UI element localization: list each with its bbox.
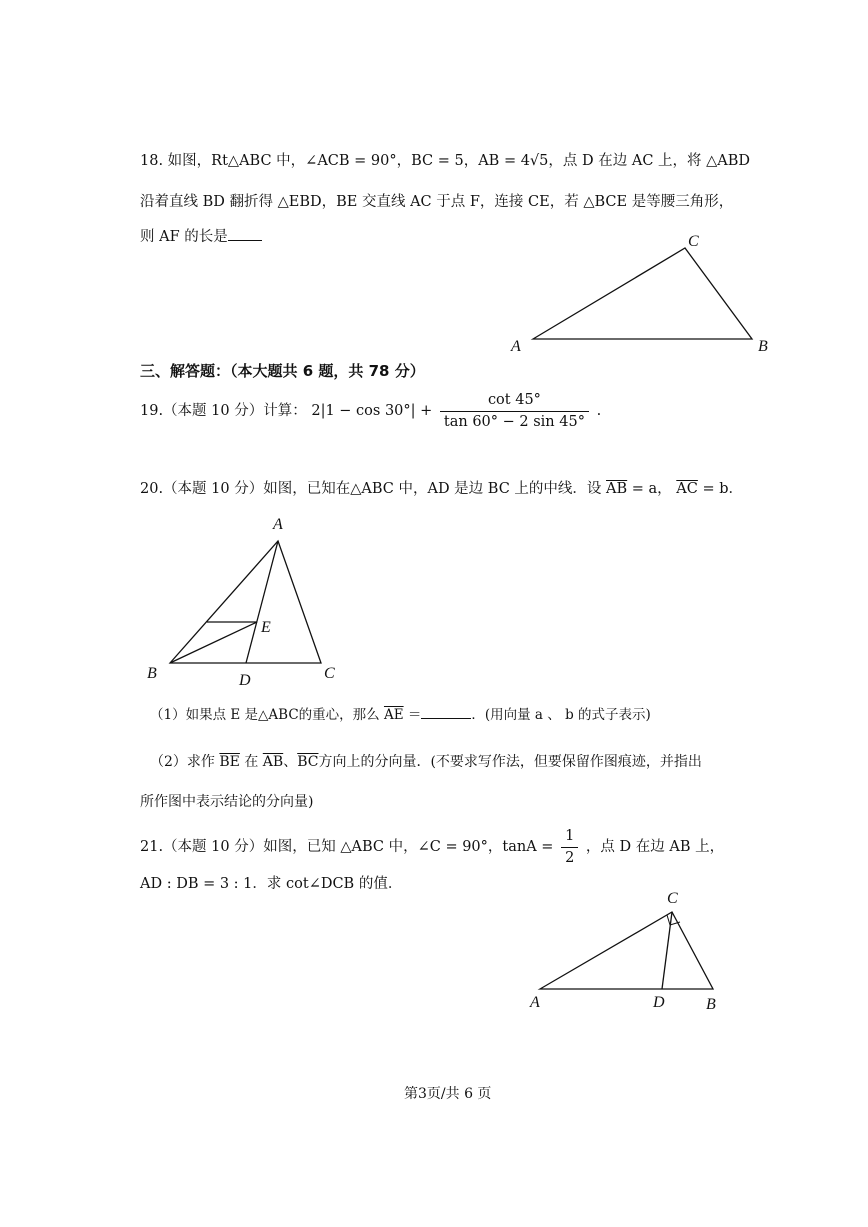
q21-triangle: [540, 912, 713, 989]
q21-label-c: C: [667, 890, 678, 907]
q20-part2-vec-bc: $\overline{BC}$: [297, 754, 319, 770]
q20-part1-pre: （1）如果点 E 是△ABC的重心，那么: [150, 707, 380, 723]
q21-line2: AD : DB = 3 : 1．求 cot∠DCB 的值．: [140, 876, 403, 892]
q20-label-a: A: [273, 516, 283, 533]
q20-part1-blank: [421, 718, 471, 719]
q21-label-d: D: [653, 994, 665, 1011]
q18-label-a: A: [511, 338, 521, 355]
q19-end: .: [596, 403, 602, 420]
q19-abs-expr: 2|1 − cos 30°| +: [311, 403, 433, 420]
q20-part1-post: ＝: [407, 707, 422, 723]
q20-vec-ab: $\overline{AB}$: [606, 481, 628, 497]
q20-text: 20.（本题 10 分）如图，已知在△ABC 中，AD 是边 BC 上的中线．设: [140, 481, 602, 497]
q21-line1: [140, 828, 724, 868]
q20-part2-sep: 、: [283, 754, 298, 770]
q21-label-a: A: [530, 994, 540, 1011]
q21-frac-den: 2: [565, 850, 575, 867]
q19-fraction: [440, 392, 589, 432]
q21-line1-pre: 21.（本题 10 分）如图，已知 △ABC 中，∠C = 90°，tanA =: [140, 839, 554, 856]
q19-numerator: cot 45°: [440, 392, 589, 412]
q20-label-d: D: [239, 672, 251, 689]
q20-eq-a: = a，: [631, 481, 672, 497]
q21-frac-num: 1: [561, 828, 578, 848]
q20-part2-line2: 所作图中表示结论的分向量): [140, 794, 314, 810]
q21-label-b: B: [706, 996, 716, 1013]
q20-label-c: C: [324, 665, 335, 682]
q18-triangle: [533, 248, 752, 339]
q18-line3-text: 则 AF 的长是: [140, 229, 228, 245]
q20-triangle: [170, 541, 321, 663]
q20-part1-vec: $\overline{AE}$: [383, 707, 404, 723]
q20-part1: [150, 707, 651, 723]
q20-part2-vec-ab: $\overline{AB}$: [262, 754, 284, 770]
q20-part2-vec-be: $\overline{BE}$: [219, 754, 240, 770]
q19-prefix: 19.（本题 10 分）计算：: [140, 403, 307, 420]
q21-fraction: [561, 828, 578, 868]
q20-part2-pre: （2）求作: [150, 754, 215, 770]
q20-vec-ac: $\overline{AC}$: [676, 481, 698, 497]
q20-label-e: E: [261, 619, 271, 636]
section3-title: 三、解答题：（本大题共 6 题，共 78 分）: [140, 362, 425, 380]
q20-part2-post: 方向上的分向量．(不要求写作法，但要保留作图痕迹，并指出: [318, 754, 702, 770]
q18-label-b: B: [758, 338, 768, 355]
q20-part2: [150, 754, 702, 771]
q20-line1: [140, 481, 743, 498]
q20-part2-mid: 在: [244, 754, 259, 770]
q18-line1: 18. 如图，Rt△ABC 中，∠ACB = 90°，BC = 5，AB = 4√5，点 D 在边 AC 上，将 △ABD: [140, 153, 751, 169]
page-footer: 第3页/共 6 页: [404, 1086, 492, 1102]
q20-label-b: B: [147, 665, 157, 682]
q21-line1-post: ，点 D 在边 AB 上，: [585, 839, 725, 856]
q18-line2: 沿着直线 BD 翻折得 △EBD，BE 交直线 AC 于点 F，连接 CE，若 △BCE 是等腰三角形，: [140, 194, 734, 210]
q20-part1-end: ．(用向量 a 、 b 的式子表示): [471, 707, 651, 723]
q19-denominator: tan 60° − 2 sin 45°: [443, 414, 585, 431]
q19-line: [140, 392, 601, 432]
q20-eq-b: = b．: [702, 481, 744, 497]
q18-label-c: C: [688, 233, 699, 250]
